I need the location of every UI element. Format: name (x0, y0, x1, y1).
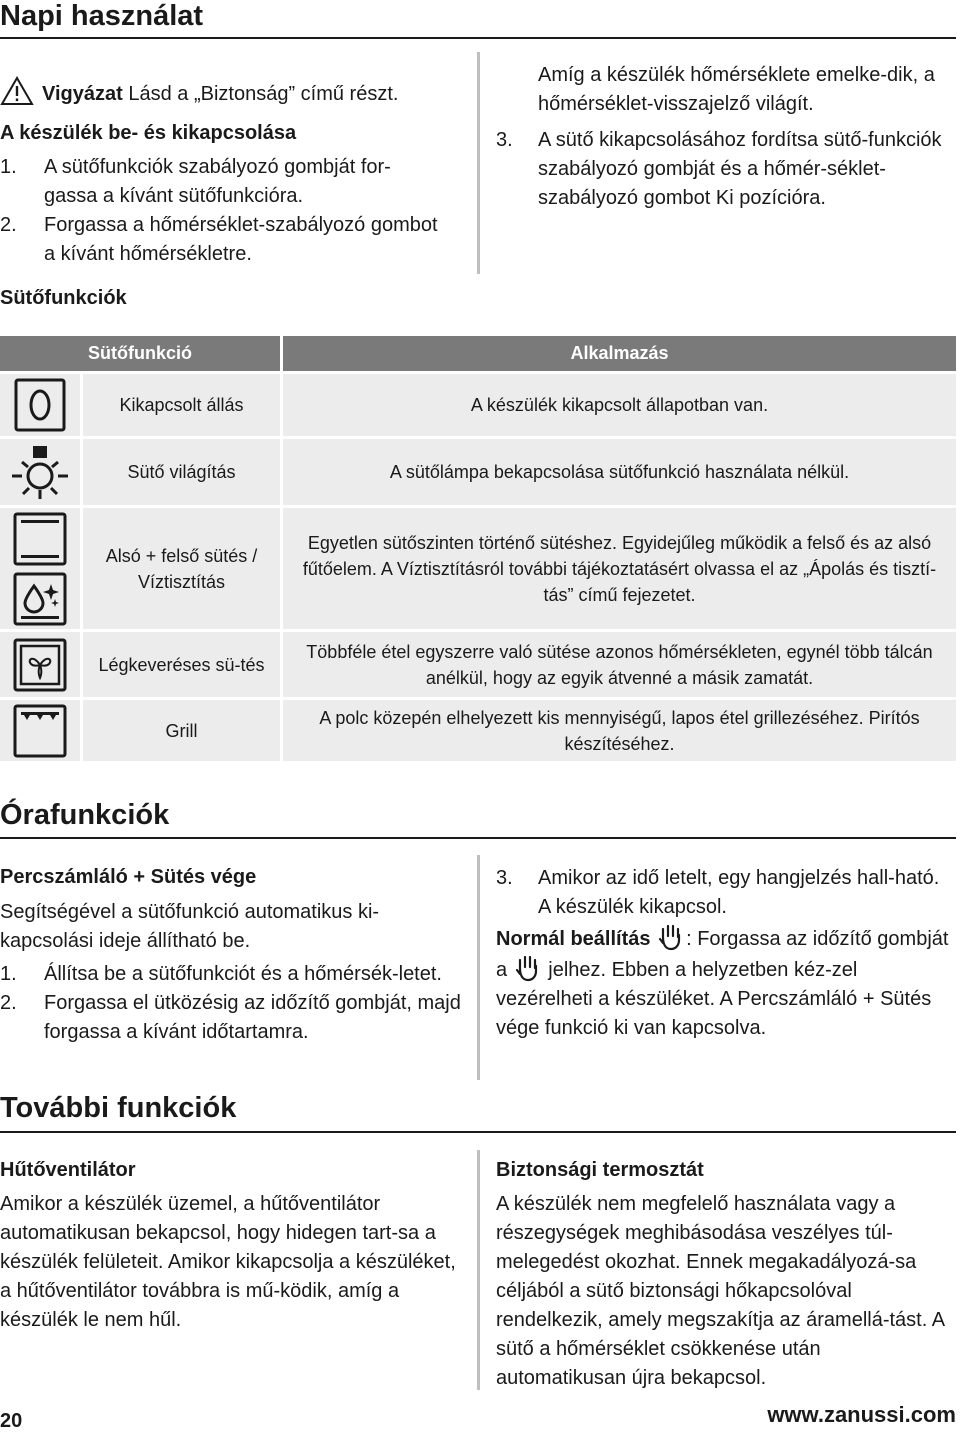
cooling-fan-heading: Hűtőventilátor (0, 1159, 136, 1181)
function-usage: A sütőlámpa bekapcsolása sütőfunkció használata nélkül. (283, 436, 956, 505)
functions-heading: Sütőfunkciók (0, 287, 127, 309)
function-name: Kikapcsolt állás (83, 371, 283, 436)
column-header-usage: Alkalmazás (283, 336, 956, 371)
column-header-function: Sütőfunkció (0, 336, 283, 371)
function-name: Sütő világítás (83, 436, 283, 505)
column-divider (477, 1150, 480, 1390)
timer-steps (0, 960, 470, 1047)
step-number: 2. (0, 214, 17, 236)
page-title: Napi használat (0, 0, 204, 32)
clock-rule (0, 837, 956, 839)
hand-icon (515, 954, 541, 982)
table-row (0, 371, 956, 436)
water-cleaning-icon (13, 572, 67, 626)
page-number: 20 (0, 1410, 23, 1432)
daily-step-3 (496, 126, 952, 213)
oven-light-icon (10, 444, 70, 500)
step-text: A sütő kikapcsolásához fordítsa sütő-funkciók szabályozó gombját és a hőmér-séklet-szabályozó gombot Ki pozícióra. (538, 129, 942, 209)
fan-cooking-icon (13, 638, 67, 692)
step-text: Amikor az idő letelt, egy hangjelzés hall-ható. A készülék kikapcsol. (538, 867, 940, 918)
icon-cell (0, 629, 83, 697)
warning-text: Lásd a „Biztonság” című részt. (128, 83, 399, 105)
column-divider (477, 855, 480, 1080)
timer-intro: Segítségével a sütőfunkció automatikus ki-kapcsolási ideje állítható be. (0, 901, 380, 952)
more-rule (0, 1131, 956, 1133)
step-number: 3. (496, 867, 513, 889)
step-text: Forgassa a hőmérséklet-szabályozó gombot a kívánt hőmérsékletre. (44, 214, 438, 265)
step-text: Forgassa el ütközésig az időzítő gombját, majd forgassa a kívánt időtartamra. (44, 992, 461, 1043)
grill-icon (13, 704, 67, 758)
icon-cell (0, 371, 83, 436)
clock-functions-title: Órafunkciók (0, 799, 170, 831)
safety-thermostat-text: A készülék nem megfelelő használata vagy a részegységek meghibásodása veszélyes túl-melegedést okozhat. Ennek megakadályozá-sa céljából a sütő biztonsági hőkapcsolóval rendelkezik, amely megszakítja az áramellá-tást. A sütő a hőmérséklet csökkenése után automatikusan újra bekapcsol. (496, 1193, 944, 1389)
on-off-heading: A készülék be- és kikapcsolása (0, 122, 297, 144)
function-name: Légkeveréses sü-tés (83, 629, 283, 697)
safety-thermostat-heading: Biztonsági termosztát (496, 1159, 704, 1181)
table-row (0, 629, 956, 697)
warning-line (0, 76, 470, 109)
icon-cell (0, 436, 83, 505)
step-number: 2. (0, 992, 17, 1014)
warning-label: Vigyázat (42, 83, 123, 105)
table-row (0, 436, 956, 505)
normal-setting-text-b: gombját a (496, 928, 949, 981)
normal-setting-text-c: jelhez. Ebben a helyzetben kéz-zel vezérelheti a készüléket. A Percszámláló + Sütés vége funkció ki van kapcsolva. (496, 959, 932, 1039)
step-number: 1. (0, 963, 17, 985)
timer-heading: Percszámláló + Sütés vége (0, 866, 257, 888)
normal-setting-paragraph (496, 923, 954, 1043)
warning-triangle-icon (0, 76, 34, 106)
timer-step-2 (0, 989, 470, 1047)
function-name: Grill (83, 697, 283, 761)
normal-setting-label: Normál beállítás (496, 928, 651, 950)
hand-icon (658, 923, 684, 951)
title-rule (0, 37, 956, 39)
normal-setting-text-a: : Forgassa az időzítő (686, 928, 872, 950)
footer-url: www.zanussi.com (767, 1402, 956, 1427)
more-functions-title: További funkciók (0, 1092, 237, 1124)
step-number: 3. (496, 129, 513, 151)
function-usage: A polc közepén elhelyezett kis mennyiségű, lapos étel grillezéséhez. Pirítós készítéséhez. (283, 697, 956, 761)
table-row (0, 697, 956, 761)
icon-cell (0, 697, 83, 761)
temperature-note: Amíg a készülék hőmérséklete emelke-dik, a hőmérséklet-visszajelző világít. (538, 64, 935, 115)
daily-step-2 (0, 211, 440, 269)
cooling-fan-text: Amikor a készülék üzemel, a hűtőventilátor automatikusan bekapcsol, hogy hidegen tart-sa a készülék felületeit. Amikor kikapcsolja a készüléket, a hűtőventilátor továbbra is mű-ködik, amíg a készülék le nem hűl. (0, 1193, 456, 1331)
table-row (0, 505, 956, 629)
timer-step-1 (0, 960, 470, 989)
oven-functions-table (0, 336, 956, 761)
function-name: Alsó + felső sütés / Víztisztítás (83, 505, 283, 629)
function-usage: A készülék kikapcsolt állapotban van. (283, 371, 956, 436)
step-text: A sütőfunkciók szabályozó gombját for-gassa a kívánt sütőfunkcióra. (44, 156, 391, 207)
column-divider (477, 52, 480, 274)
icon-cell (0, 505, 83, 629)
daily-step-1 (0, 153, 440, 211)
timer-step-3 (496, 864, 952, 922)
step-number: 1. (0, 156, 17, 178)
step-text: Állítsa be a sütőfunkciót és a hőmérsék-letet. (44, 963, 442, 985)
function-usage: Többféle étel egyszerre való sütése azonos hőmérsékleten, egynél több tálcán anélkül, hogy az egyik átvenné a másik zamatát. (283, 629, 956, 697)
top-bottom-heat-icon (13, 512, 67, 566)
off-position-icon (14, 378, 66, 432)
function-usage: Egyetlen sütőszinten történő sütéshez. Egyidejűleg működik a felső és az alsó fűtőelem. A Víztisztításról további tájékoztatásért olvassa el az „Ápolás és tisztí-tás” című fejezetet. (283, 505, 956, 629)
daily-steps (0, 153, 440, 269)
